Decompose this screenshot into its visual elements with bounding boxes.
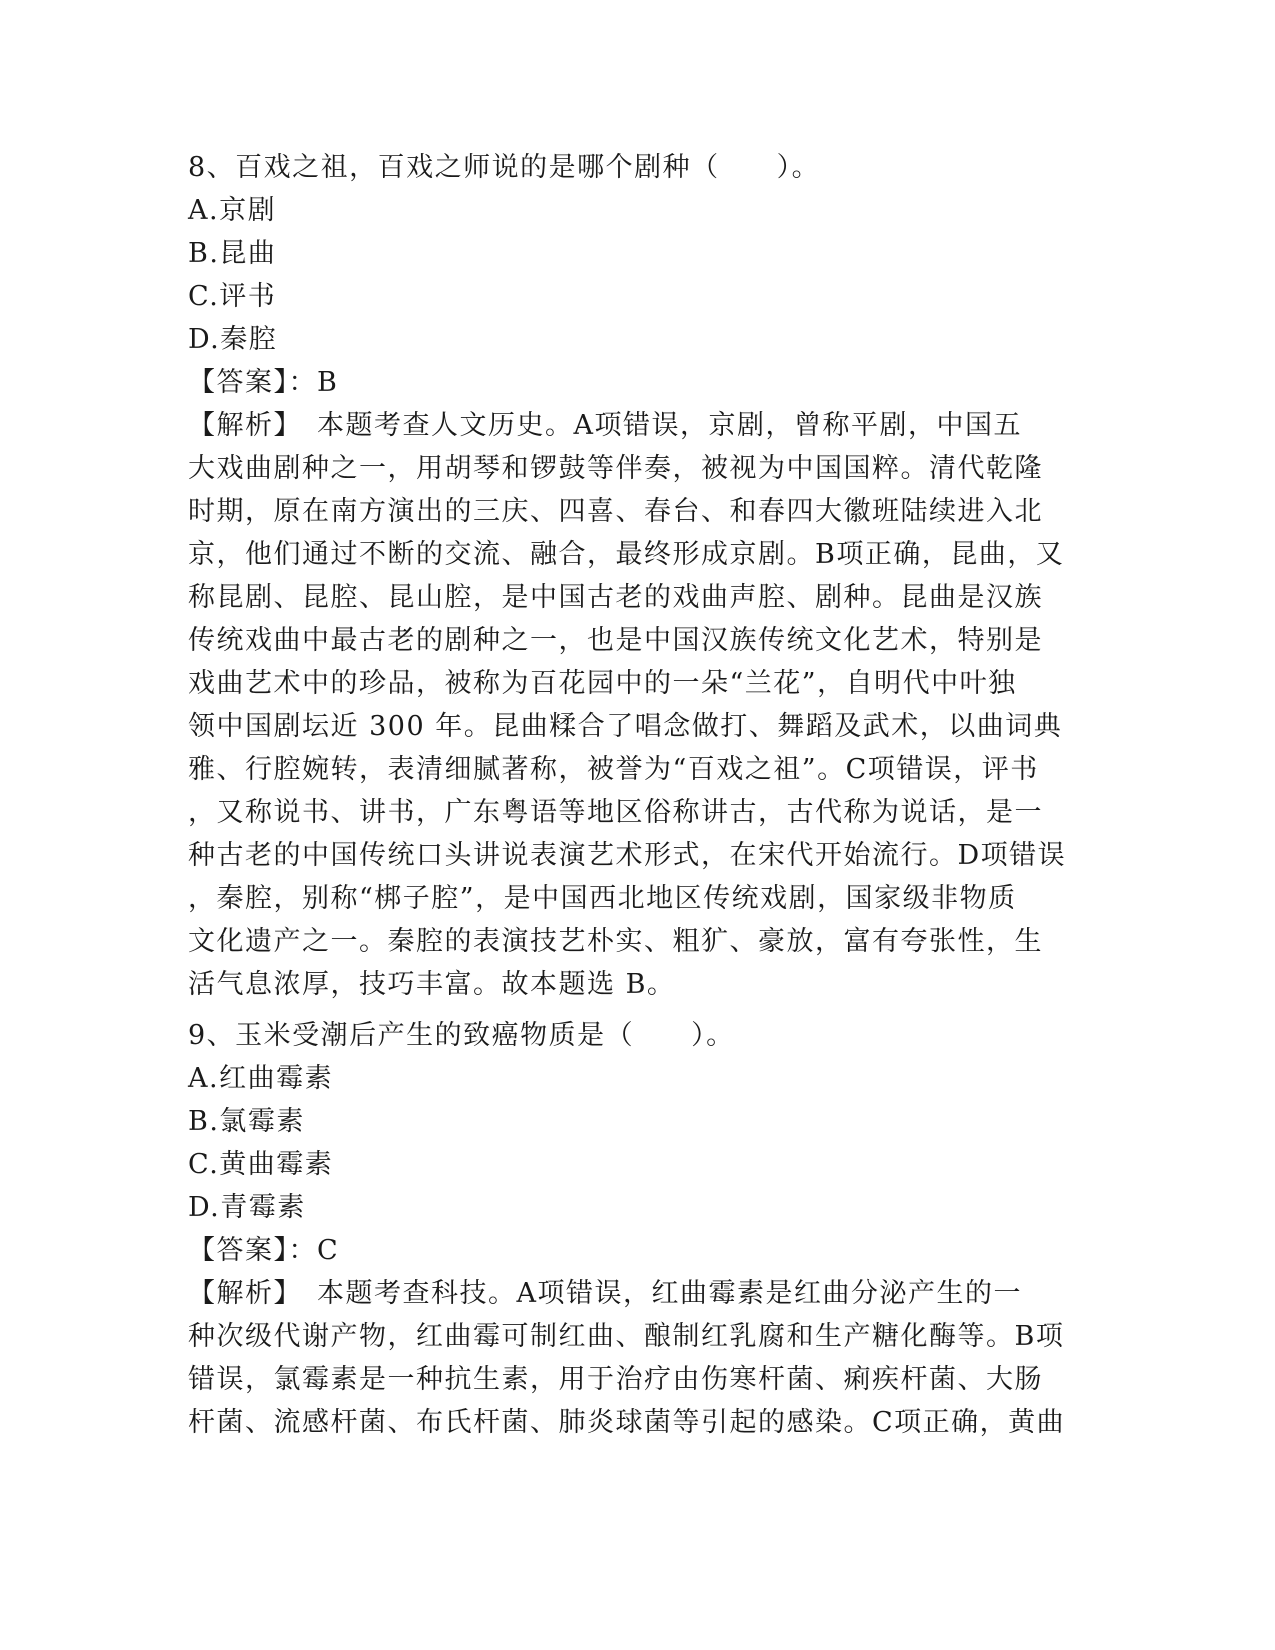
analysis-line: 雅、行腔婉转，表清细腻著称，被誉为“百戏之祖”。C项错误，评书 xyxy=(188,754,1039,785)
question-stem: 8、百戏之祖，百戏之师说的是哪个剧种（ ）。 xyxy=(188,152,821,183)
option-c: C.黄曲霉素 xyxy=(188,1149,334,1180)
question-stem: 9、玉米受潮后产生的致癌物质是（ ）。 xyxy=(188,1020,735,1051)
option-c: C.评书 xyxy=(188,281,277,312)
analysis-line: 【解析】 本题考查人文历史。A项错误，京剧，曾称平剧，中国五 xyxy=(188,410,1022,441)
option-b: B.昆曲 xyxy=(188,238,277,269)
analysis-line: 文化遗产之一。秦腔的表演技艺朴实、粗犷、豪放，富有夸张性，生 xyxy=(188,926,1043,957)
analysis-line: 杆菌、流感杆菌、布氏杆菌、肺炎球菌等引起的感染。C项正确，黄曲 xyxy=(188,1407,1066,1438)
analysis-line: ，秦腔，别称“梆子腔”，是中国西北地区传统戏剧，国家级非物质 xyxy=(188,883,1017,914)
analysis-line: 种古老的中国传统口头讲说表演艺术形式，在宋代开始流行。D项错误 xyxy=(188,840,1067,871)
analysis-paragraph xyxy=(188,404,1088,1006)
question-8 xyxy=(188,146,1088,1006)
analysis-line: ，又称说书、讲书，广东粤语等地区俗称讲古，古代称为说话，是一 xyxy=(188,797,1043,828)
option-a: A.红曲霉素 xyxy=(188,1063,334,1094)
analysis-line: 传统戏曲中最古老的剧种之一，也是中国汉族传统文化艺术，特别是 xyxy=(188,625,1043,656)
document-page xyxy=(188,146,1088,1444)
analysis-line: 大戏曲剧种之一，用胡琴和锣鼓等伴奏，被视为中国国粹。清代乾隆 xyxy=(188,453,1043,484)
answer-line: 【答案】：B xyxy=(188,367,339,398)
analysis-line: 活气息浓厚，技巧丰富。故本题选 B。 xyxy=(188,969,676,1000)
answer-line: 【答案】：C xyxy=(188,1235,340,1266)
option-a: A.京剧 xyxy=(188,195,277,226)
analysis-line: 错误，氯霉素是一种抗生素，用于治疗由伤寒杆菌、痢疾杆菌、大肠 xyxy=(188,1364,1043,1395)
option-b: B.氯霉素 xyxy=(188,1106,305,1137)
analysis-line: 种次级代谢产物，红曲霉可制红曲、酿制红乳腐和生产糖化酶等。B项 xyxy=(188,1321,1065,1352)
analysis-paragraph xyxy=(188,1272,1088,1444)
analysis-line: 领中国剧坛近 300 年。昆曲糅合了唱念做打、舞蹈及武术，以曲词典 xyxy=(188,711,1063,742)
question-spacer xyxy=(188,1006,1088,1014)
option-d: D.秦腔 xyxy=(188,324,278,355)
analysis-line: 【解析】 本题考查科技。A项错误，红曲霉素是红曲分泌产生的一 xyxy=(188,1278,1022,1309)
analysis-line: 戏曲艺术中的珍品，被称为百花园中的一朵“兰花”，自明代中叶独 xyxy=(188,668,1017,699)
analysis-line: 时期，原在南方演出的三庆、四喜、春台、和春四大徽班陆续进入北 xyxy=(188,496,1043,527)
option-d: D.青霉素 xyxy=(188,1192,306,1223)
question-9 xyxy=(188,1014,1088,1444)
analysis-line: 京，他们通过不断的交流、融合，最终形成京剧。B项正确，昆曲，又 xyxy=(188,539,1065,570)
analysis-line: 称昆剧、昆腔、昆山腔，是中国古老的戏曲声腔、剧种。昆曲是汉族 xyxy=(188,582,1043,613)
